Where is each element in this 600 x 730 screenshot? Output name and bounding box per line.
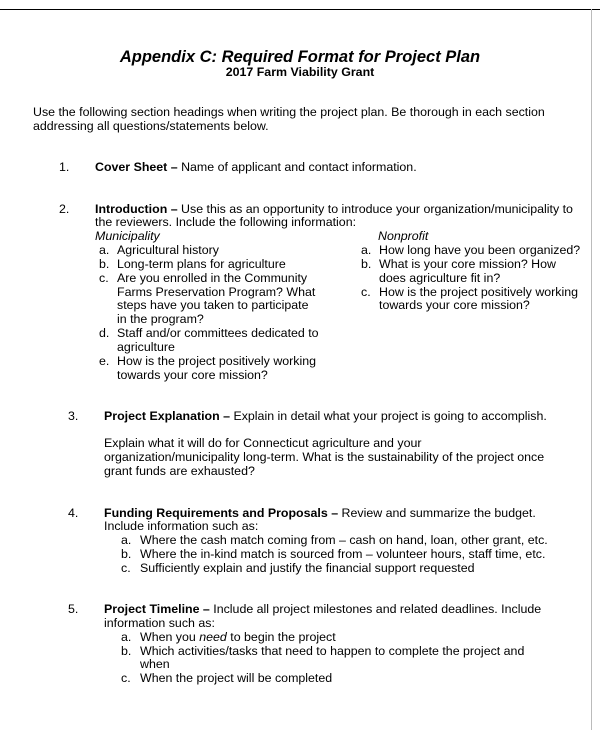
list-marker: b. <box>121 547 132 561</box>
list-item: How is the project positively working <box>117 354 317 368</box>
section-text: Name of applicant and contact information. <box>177 160 417 174</box>
list-item: What is your core mission? How <box>379 257 556 271</box>
list-item: How is the project positively working <box>379 285 579 299</box>
list-item: Are you enrolled in the Community <box>117 271 308 285</box>
page-border <box>591 9 592 730</box>
list-marker: b. <box>361 257 372 271</box>
list-marker: c. <box>121 671 131 685</box>
section-3-line <box>104 409 547 423</box>
section-number: 5. <box>68 602 79 616</box>
section-text: the reviewers. Include the following information: <box>95 215 357 229</box>
list-marker: a. <box>121 630 132 644</box>
list-item-continued: when <box>140 657 170 671</box>
list-item-continued: does agriculture fit in? <box>379 271 501 285</box>
section-number: 3. <box>68 409 79 423</box>
list-item-text: to begin the project <box>226 630 336 644</box>
emphasis-text: need <box>199 630 227 644</box>
list-item: Long-term plans for agriculture <box>117 257 286 271</box>
section-2-line <box>95 202 573 216</box>
list-marker: c. <box>361 285 371 299</box>
list-item: How long have you been organized? <box>379 243 581 257</box>
list-marker: d. <box>99 326 110 340</box>
section-heading: Project Timeline – <box>104 602 210 616</box>
section-number: 2. <box>59 202 70 216</box>
intro-line: Use the following section headings when writing the project plan. Be thorough in each section <box>33 105 545 119</box>
list-marker: b. <box>121 644 132 658</box>
document-title: Appendix C: Required Format for Project Plan <box>119 48 481 66</box>
list-marker: e. <box>99 354 110 368</box>
list-item: Agricultural history <box>117 243 219 257</box>
list-marker: c. <box>99 271 109 285</box>
list-item: Where the in-kind match is sourced from – volunteer hours, staff time, etc. <box>140 547 546 561</box>
section-text: Use this as an opportunity to introduce your organization/municipality to <box>177 202 573 216</box>
paragraph-line: organization/municipality long-term. What is the sustainability of the project once <box>104 450 545 464</box>
list-item-text: When you <box>140 630 200 644</box>
list-item-continued: Farms Preservation Program? What <box>117 285 316 299</box>
section-number: 4. <box>68 506 79 520</box>
list-marker: c. <box>121 561 131 575</box>
list-marker: a. <box>361 243 372 257</box>
section-heading: Funding Requirements and Proposals – <box>104 506 339 520</box>
nonprofit-label: Nonprofit <box>378 229 429 243</box>
section-text: Explain in detail what your project is going to accomplish. <box>230 409 547 423</box>
section-1-line <box>95 160 417 174</box>
list-marker: b. <box>99 257 110 271</box>
section-text: Review and summarize the budget. <box>338 506 536 520</box>
list-item <box>140 630 336 644</box>
paragraph-line: Explain what it will do for Connecticut agriculture and your <box>104 436 422 450</box>
list-marker: a. <box>99 243 110 257</box>
list-item: Which activities/tasks that need to happen to complete the project and <box>140 644 525 658</box>
list-item: Where the cash match coming from – cash on hand, loan, other grant, etc. <box>140 533 548 547</box>
list-marker: a. <box>121 533 132 547</box>
section-text: Include all project milestones and related deadlines. Include <box>209 602 542 616</box>
section-5-line <box>104 602 541 616</box>
list-item-continued: towards your core mission? <box>117 368 268 382</box>
list-item-continued: steps have you taken to participate <box>117 298 309 312</box>
list-item-continued: towards your core mission? <box>379 298 530 312</box>
top-rule <box>0 9 600 10</box>
list-item: Sufficiently explain and justify the financial support requested <box>140 561 475 575</box>
list-item-continued: agriculture <box>117 340 175 354</box>
section-number: 1. <box>59 160 70 174</box>
section-text: information such as: <box>104 616 215 630</box>
section-heading: Project Explanation – <box>104 409 231 423</box>
municipality-label: Municipality <box>95 229 160 243</box>
list-item-continued: in the program? <box>117 312 204 326</box>
section-4-line <box>104 506 536 520</box>
paragraph-line: grant funds are exhausted? <box>104 464 255 478</box>
section-text: Include information such as: <box>104 519 259 533</box>
intro-line: addressing all questions/statements below. <box>33 119 269 133</box>
list-item: When the project will be completed <box>140 671 333 685</box>
document-subtitle: 2017 Farm Viability Grant <box>225 65 375 79</box>
list-item: Staff and/or committees dedicated to <box>117 326 319 340</box>
section-heading: Introduction – <box>95 202 178 216</box>
section-heading: Cover Sheet – <box>95 160 178 174</box>
